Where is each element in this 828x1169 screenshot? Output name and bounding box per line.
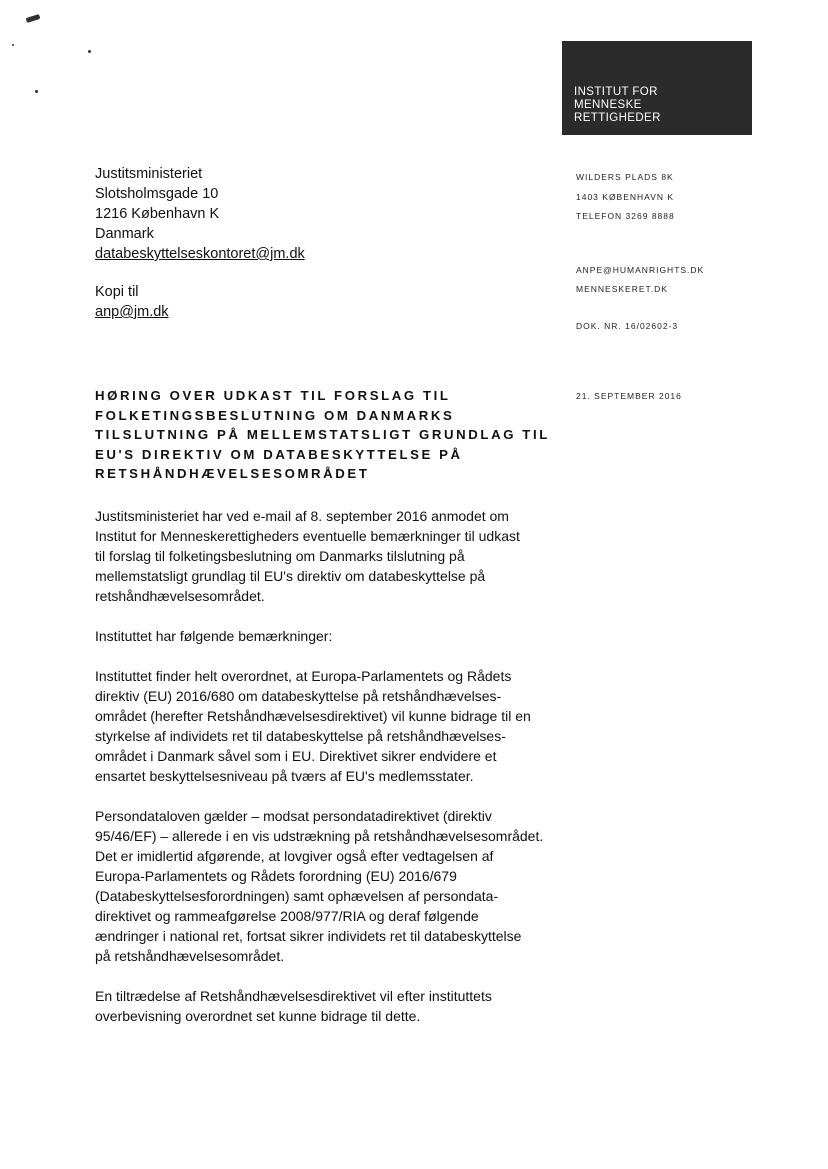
body-line: ensartet beskyttelsesniveau på tværs af EU's medlemsstater. bbox=[95, 768, 474, 784]
body-line: Persondataloven gælder – modsat persondatadirektivet (direktiv bbox=[95, 808, 492, 824]
body-line: området i Danmark såvel som i EU. Direktivet sikrer endvidere et bbox=[95, 748, 497, 764]
sender-phone: TELEFON 3269 8888 bbox=[576, 211, 675, 221]
body-line: på retshåndhævelsesområdet. bbox=[95, 948, 285, 964]
body-line: 95/46/EF) – allerede i en vis udstrækning på retshåndhævelsesområdet. bbox=[95, 828, 544, 844]
recipient-line: Justitsministeriet bbox=[95, 166, 203, 182]
body-line: til forslag til folketingsbeslutning om Danmarks tilslutning på bbox=[95, 548, 465, 564]
paragraph-intro bbox=[95, 626, 565, 646]
recipient-address bbox=[95, 164, 305, 264]
copy-email-link[interactable]: anp@jm.dk bbox=[95, 304, 169, 320]
sender-email: ANPE@HUMANRIGHTS.DK bbox=[576, 265, 705, 275]
body-line: styrkelse af individets ret til databeskyttelse på retshåndhævelses- bbox=[95, 728, 506, 744]
body-line: Instituttet har følgende bemærkninger: bbox=[95, 628, 333, 644]
body-line: Det er imidlertid afgørende, at lovgiver også efter vedtagelsen af bbox=[95, 848, 494, 864]
paragraph-persondataloven bbox=[95, 806, 565, 966]
heading-line: TILSLUTNING PÅ MELLEMSTATSLIGT GRUNDLAG TIL bbox=[95, 427, 550, 442]
scan-speck bbox=[88, 50, 91, 53]
logo-line: RETTIGHEDER bbox=[574, 112, 661, 124]
document-number: DOK. NR. 16/02602-3 bbox=[576, 321, 679, 331]
heading-line: FOLKETINGSBESLUTNING OM DANMARKS bbox=[95, 407, 455, 423]
body-line: ændringer i national ret, fortsat sikrer individets ret til databeskyttelse bbox=[95, 928, 522, 944]
body-line: retshåndhævelsesområdet. bbox=[95, 588, 265, 604]
body-line: Europa-Parlamentets og Rådets forordning (EU) 2016/679 bbox=[95, 868, 457, 884]
body-line: Institut for Menneskerettigheders eventuelle bemærkninger til udkast bbox=[95, 528, 520, 544]
heading-line: RETSHÅNDHÆVELSESOMRÅDET bbox=[95, 466, 370, 481]
logo-line: INSTITUT FOR bbox=[574, 86, 658, 98]
scan-speck bbox=[12, 44, 14, 46]
body-line: mellemstatsligt grundlag til EU's direktiv om databeskyttelse på bbox=[95, 568, 486, 584]
recipient-line: 1216 København K bbox=[95, 206, 220, 222]
institute-logo bbox=[562, 41, 752, 135]
scan-mark bbox=[26, 14, 41, 23]
paragraph-directive bbox=[95, 666, 565, 786]
paragraph-conclusion bbox=[95, 986, 565, 1026]
copy-label: Kopi til bbox=[95, 284, 139, 300]
heading-line: EU'S DIREKTIV OM DATABESKYTTELSE PÅ bbox=[95, 446, 463, 462]
body-line: direktivet og rammeafgørelse 2008/977/RIA og deraf følgende bbox=[95, 908, 479, 924]
logo-line: MENNESKE bbox=[574, 99, 642, 111]
copy-to bbox=[95, 282, 169, 322]
paragraph-request bbox=[95, 506, 565, 606]
body-line: Justitsministeriet har ved e-mail af 8. september 2016 anmodet om bbox=[95, 508, 509, 524]
recipient-line: Danmark bbox=[95, 226, 154, 242]
sender-website: MENNESKERET.DK bbox=[576, 284, 668, 294]
recipient-email-link[interactable]: databeskyttelseskontoret@jm.dk bbox=[95, 246, 305, 262]
heading-line: HØRING OVER UDKAST TIL FORSLAG TIL bbox=[95, 388, 451, 403]
letter-heading bbox=[95, 386, 550, 484]
logo-text bbox=[574, 86, 661, 125]
body-line: Instituttet finder helt overordnet, at Europa-Parlamentets og Rådets bbox=[95, 668, 512, 684]
body-line: direktiv (EU) 2016/680 om databeskyttelse på retshåndhævelses- bbox=[95, 688, 502, 704]
sender-address-line: 1403 KØBENHAVN K bbox=[576, 192, 675, 202]
scan-speck bbox=[35, 90, 38, 93]
letter-date: 21. SEPTEMBER 2016 bbox=[576, 391, 682, 401]
body-line: overbevisning overordnet set kunne bidrage til dette. bbox=[95, 1008, 421, 1024]
body-line: (Databeskyttelsesforordningen) samt ophævelsen af persondata- bbox=[95, 888, 499, 904]
body-line: området (herefter Retshåndhævelsesdirektivet) vil kunne bidrage til en bbox=[95, 708, 531, 724]
recipient-line: Slotsholmsgade 10 bbox=[95, 186, 219, 202]
body-line: En tiltrædelse af Retshåndhævelsesdirektivet vil efter instituttets bbox=[95, 988, 492, 1004]
letter-body bbox=[95, 506, 565, 1046]
sender-address-line: WILDERS PLADS 8K bbox=[576, 172, 674, 182]
